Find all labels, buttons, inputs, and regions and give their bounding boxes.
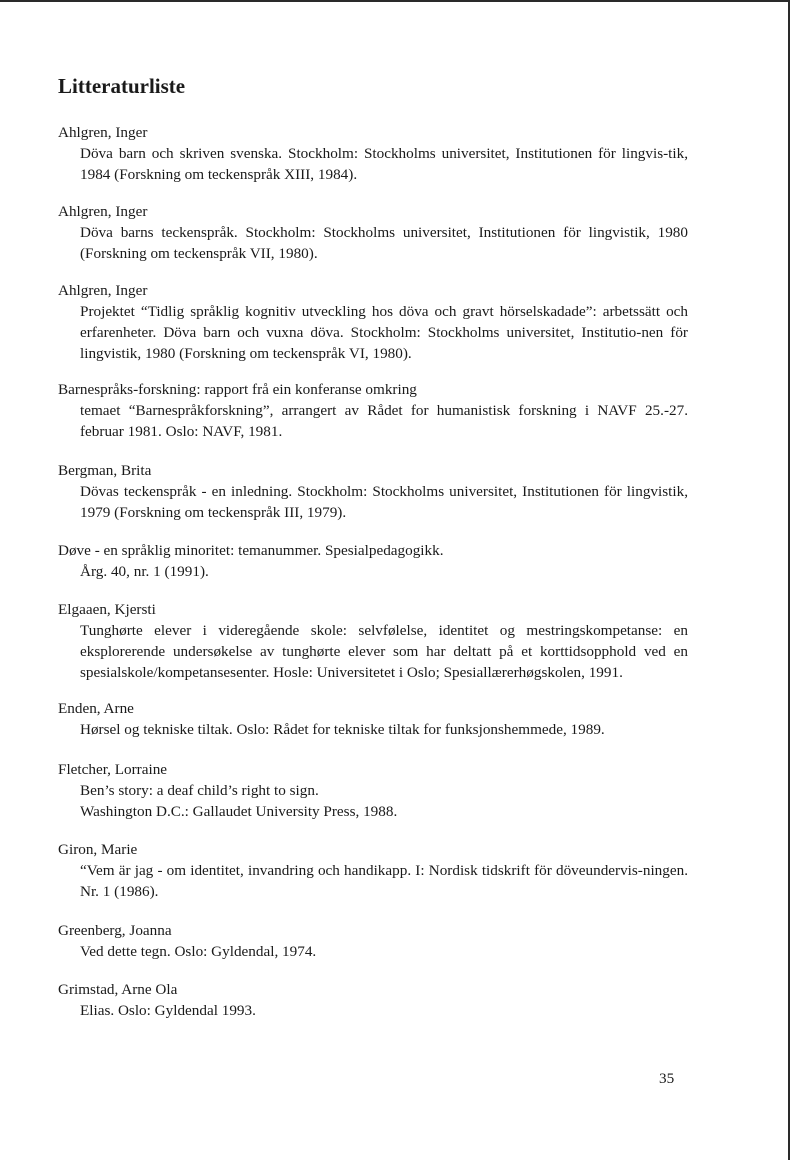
entry-author: Fletcher, Lorraine — [58, 761, 168, 778]
entry-author: Barnespråks-forskning: rapport frå ein konferanse omkring — [58, 381, 417, 398]
bibliography-entry — [58, 540, 688, 582]
bibliography-entry — [58, 460, 688, 523]
bibliography-entry — [58, 698, 688, 740]
bibliography-entry — [58, 759, 688, 822]
entry-detail: Elias. Oslo: Gyldendal 1993. — [80, 1002, 256, 1019]
bibliography-entry — [58, 379, 688, 442]
bibliography-entry — [58, 920, 688, 962]
entry-detail: Tunghørte elever i videregående skole: selvfølelse, identitet og mestringskompetanse: en eksplorerende undersøkelse av tunghørte elever som har deltatt på et korttidsopphold ved en spesialskole/kompetansesenter. Hosle: Universitetet i Oslo; Spesiallærerhøgskolen, 1991. — [80, 622, 688, 681]
entry-detail: Döva barn och skriven svenska. Stockholm: Stockholms universitet, Institutionen för lingvis-tik, 1984 (Forskning om teckenspråk XIII, 1984). — [80, 145, 688, 183]
entry-author: Ahlgren, Inger — [58, 282, 148, 299]
entry-detail: Hørsel og tekniske tiltak. Oslo: Rådet for tekniske tiltak for funksjonshemmede, 1989. — [80, 721, 605, 738]
entry-detail: Ben’s story: a deaf child’s right to sign. — [80, 782, 319, 799]
bibliography-entry — [58, 280, 688, 364]
page-number: 35 — [659, 1070, 675, 1087]
entry-detail: Dövas teckenspråk - en inledning. Stockholm: Stockholms universitet, Institutionen för lingvistik, 1979 (Forskning om teckenspråk III, 1979). — [80, 483, 688, 521]
entry-author: Ahlgren, Inger — [58, 203, 148, 220]
bibliography-entry — [58, 839, 688, 902]
bibliography-entry — [58, 979, 688, 1021]
entry-author: Bergman, Brita — [58, 462, 152, 479]
bibliography-entry — [58, 599, 688, 683]
entry-detail: Washington D.C.: Gallaudet University Press, 1988. — [80, 803, 398, 820]
entry-author: Enden, Arne — [58, 700, 134, 717]
entry-detail: Döva barns teckenspråk. Stockholm: Stockholms universitet, Institutionen för lingvistik, 1980 (Forskning om teckenspråk VII, 1980). — [80, 224, 688, 262]
entry-detail: Årg. 40, nr. 1 (1991). — [80, 563, 209, 580]
entry-detail: “Vem är jag - om identitet, invandring och handikapp. I: Nordisk tidskrift för döveundervis-ningen. Nr. 1 (1986). — [80, 862, 688, 900]
entry-detail: Projektet “Tidlig språklig kognitiv utveckling hos döva och gravt hörselskadade”: arbetssätt och erfarenheter. Döva barn och vuxna döva. Stockholm: Stockholms universitet, Institutio-nen för lingvistik, 1980 (Forskning om teckenspråk VI, 1980). — [80, 303, 688, 362]
entry-author: Døve - en språklig minoritet: temanummer. Spesialpedagogikk. — [58, 542, 444, 559]
entry-detail: Ved dette tegn. Oslo: Gyldendal, 1974. — [80, 943, 317, 960]
entry-author: Elgaaen, Kjersti — [58, 601, 156, 618]
bibliography-entry — [58, 201, 688, 264]
bibliography-entry — [58, 122, 688, 185]
page-title: Litteraturliste — [58, 74, 186, 98]
entry-author: Grimstad, Arne Ola — [58, 981, 178, 998]
entry-detail: temaet “Barnespråkforskning”, arrangert av Rådet for humanistisk forskning i NAVF 25.-27. februar 1981. Oslo: NAVF, 1981. — [80, 402, 688, 440]
entry-author: Giron, Marie — [58, 841, 138, 858]
entry-author: Ahlgren, Inger — [58, 124, 148, 141]
entry-author: Greenberg, Joanna — [58, 922, 172, 939]
